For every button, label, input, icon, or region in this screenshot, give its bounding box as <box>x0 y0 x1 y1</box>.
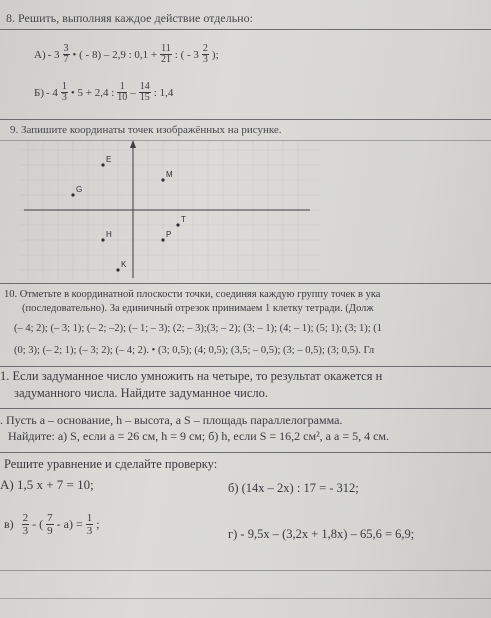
fraction: $\frac{1}{3}$ <box>86 512 93 537</box>
point-label: P <box>166 230 172 239</box>
point-label: M <box>166 170 173 179</box>
task12-line1: . Пусть а – основание, h – высота, а S – площадь параллелограмма. <box>0 413 343 427</box>
point-marker <box>161 238 164 241</box>
label-v: в) <box>4 517 14 531</box>
task11-line2: задуманного числа. Найдите задуманное число. <box>14 386 269 400</box>
divider <box>0 283 491 284</box>
expr-part: ); <box>211 48 219 61</box>
fraction: $\frac{3}{7}$ <box>63 43 69 65</box>
divider <box>0 570 491 571</box>
task8-title: 8. Решить, выполняя каждое действие отдельно: <box>6 11 253 25</box>
expr-part: • ( - 8) – 2,9 : 0,1 + <box>72 48 158 61</box>
expr-part: - ( <box>32 517 44 531</box>
point-marker <box>71 193 74 196</box>
expr-part: : ( - 3 <box>174 48 199 61</box>
y-axis-arrow-icon <box>130 140 136 148</box>
task8-expression-b <box>34 82 173 103</box>
task10-line3: (– 4; 2); (– 3; 1); (– 2; –2); (– 1; – 3); (2; – 3);(3; – 2); (3; – 1); (4; – 1); (5; 1); (3; 1); (1 <box>14 323 383 334</box>
label-a: А) <box>34 48 46 61</box>
expr-part: : 1,4 <box>153 86 174 99</box>
expr-part: - 4 <box>45 86 58 99</box>
divider <box>0 452 491 453</box>
fraction: $\frac{2}{3}$ <box>22 512 29 537</box>
point-label: H <box>106 230 112 239</box>
task11-line1: 1. Если задуманное число умножить на четыре, то результат окажется н <box>0 369 383 383</box>
point-marker <box>101 163 104 166</box>
fraction: $\frac{1}{3}$ <box>61 81 67 103</box>
fraction: $\frac{14}{15}$ <box>139 81 150 103</box>
divider <box>0 119 491 120</box>
fraction: $\frac{1}{10}$ <box>117 81 128 103</box>
task13-title: Решите уравнение и сделайте проверку: <box>4 457 218 471</box>
task10-line1: 10. Отметьте в координатной плоскости точки, соединяя каждую группу точек в ука <box>4 289 381 300</box>
task10-line4: (0; 3); (– 2; 1); (– 3; 2); (– 4; 2). • (3; 0,5); (4; 0,5); (3,5; – 0,5); (3; – 0,5); (3; 0,5). Гл <box>14 345 375 356</box>
task10-line2: (последовательно). За единичный отрезок принимаем 1 клетку тетради. (Долж <box>22 303 374 314</box>
point-marker <box>176 223 179 226</box>
fraction: $\frac{7}{9}$ <box>47 512 53 537</box>
divider <box>0 408 491 409</box>
point-marker <box>101 238 104 241</box>
fraction: $\frac{11}{21}$ <box>160 43 171 65</box>
point-label: T <box>181 215 186 224</box>
expr-part: – <box>130 86 136 99</box>
task8-expression-a <box>34 44 219 65</box>
point-label: K <box>121 260 127 269</box>
expr-part: • 5 + 2,4 : <box>70 86 115 99</box>
expr-part: - а) = <box>56 517 83 531</box>
label-b: Б) <box>34 86 44 99</box>
task9-title: 9. Запишите координаты точек изображённых на рисунке. <box>10 124 282 136</box>
divider <box>0 29 491 30</box>
task13-equation-v <box>4 512 100 537</box>
point-marker <box>161 178 164 181</box>
expr-part: ; <box>96 517 100 531</box>
task13-equation-b: б) (14x – 2x) : 17 = - 312; <box>228 481 359 495</box>
divider <box>0 366 491 367</box>
expr-part: - 3 <box>47 48 60 61</box>
task12-line2: Найдите: а) S, если a = 26 см, h = 9 см; б) h, если S = 16,2 см², а а = 5, 4 см. <box>8 429 389 443</box>
coordinate-plane <box>20 140 320 280</box>
task13-equation-g: г) - 9,5х – (3,2х + 1,8х) – 65,6 = 6,9; <box>228 527 415 541</box>
task13-equation-a: А) 1,5 x + 7 = 10; <box>0 477 94 492</box>
point-label: G <box>76 185 83 194</box>
point-marker <box>116 268 119 271</box>
fraction: $\frac{2}{3}$ <box>202 43 208 65</box>
divider <box>0 598 491 599</box>
points-layer <box>71 155 186 272</box>
point-label: E <box>106 155 112 164</box>
